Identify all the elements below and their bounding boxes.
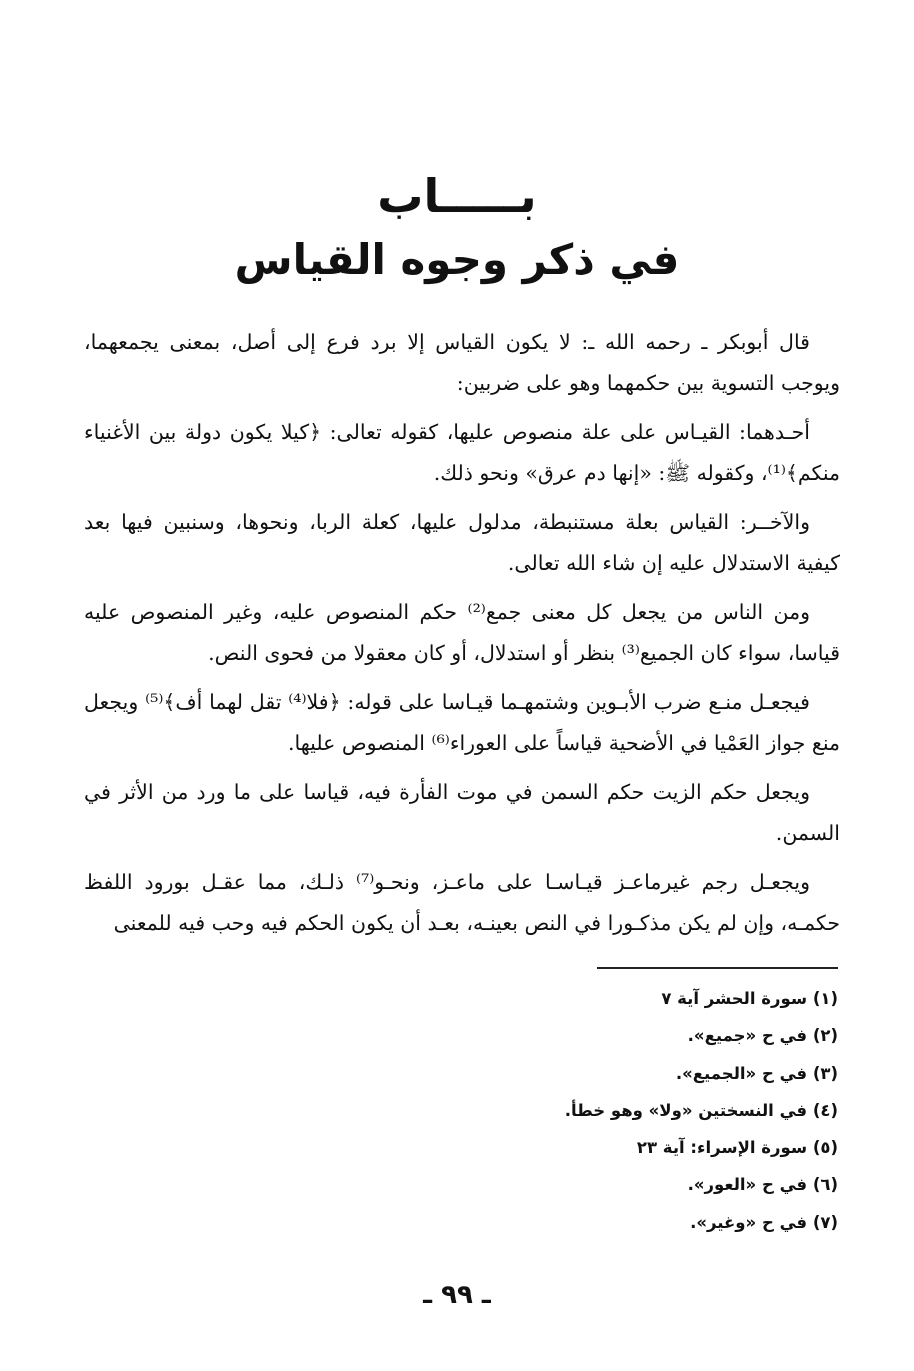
paragraph: والآخــر: القياس بعلة مستنبطة، مدلول عليها، كعلة الربا، ونحوها، وسنبين فيها بعد كيفية الاستدلال عليه إن شاء الله تعالى.	[84, 510, 840, 575]
main-text	[84, 322, 840, 952]
paragraph: ويجعل حكم الزيت حكم السمن في موت الفأرة فيه، قياسا على ما ورد من الأثر في السمن.	[84, 780, 840, 845]
paragraph: ومن الناس من يجعل كل معنى جمع⁽²⁾ حكم المنصوص عليه، وغير المنصوص عليه قياسا، سواء كان الجميع⁽³⁾ بنظر أو استدلال، أو كان معقولا من فحوى النص.	[84, 600, 840, 665]
paragraph: قال أبوبكر ـ رحمه الله ـ: لا يكون القياس إلا برد فرع إلى أصل، بمعنى يجمعهما، ويوجب التسوية بين حكمهما وهو على ضربين:	[84, 330, 840, 395]
footnote: (٧) في ح «وغير».	[690, 1212, 838, 1232]
chapter-title: في ذكر وجوه القياس	[234, 235, 680, 284]
paragraph: فيجعـل منـع ضرب الأبـوين وشتمهـما قيـاسا على قوله: ﴿فلا⁽⁴⁾ تقل لهما أف﴾⁽⁵⁾ ويجعل منع جواز العَمْيا في الأضحية قياساً على العوراء⁽⁶⁾ المنصوص عليها.	[84, 690, 840, 755]
paragraph: ويجعـل رجم غيرماعـز قيـاسـا على ماعـز، ونحـو⁽⁷⁾ ذلـك، مما عقـل بورود اللفظ حكمـه، وإن لم يكن مذكـورا في النص بعينـه، بعـد أن يكون الحكم فيه وحب فيه للمعنى	[84, 870, 840, 935]
footnotes	[418, 980, 838, 1241]
footnote: (٣) في ح «الجميع».	[675, 1063, 838, 1083]
footnote: (٢) في ح «جميع».	[687, 1026, 838, 1046]
page-number: ـ ٩٩ ـ	[423, 1280, 491, 1310]
paragraph: أحـدهما: القيـاس على علة منصوص عليها، كقوله تعالى: ﴿كيلا يكون دولة بين الأغنياء منكم﴾⁽¹⁾، وكقوله ﷺ: «إنها دم عرق» ونحو ذلك.	[84, 420, 840, 485]
footnote: (١) سورة الحشر آية ٧	[661, 989, 838, 1008]
chapter-label: بـــــاب	[377, 169, 537, 223]
footnote: (٥) سورة الإسراء: آية ٢٣	[636, 1138, 838, 1158]
footnote: (٤) في النسختين «ولا» وهو خطأ.	[564, 1100, 838, 1120]
footnote: (٦) في ح «العور».	[687, 1175, 838, 1195]
footnote-divider	[597, 967, 838, 969]
